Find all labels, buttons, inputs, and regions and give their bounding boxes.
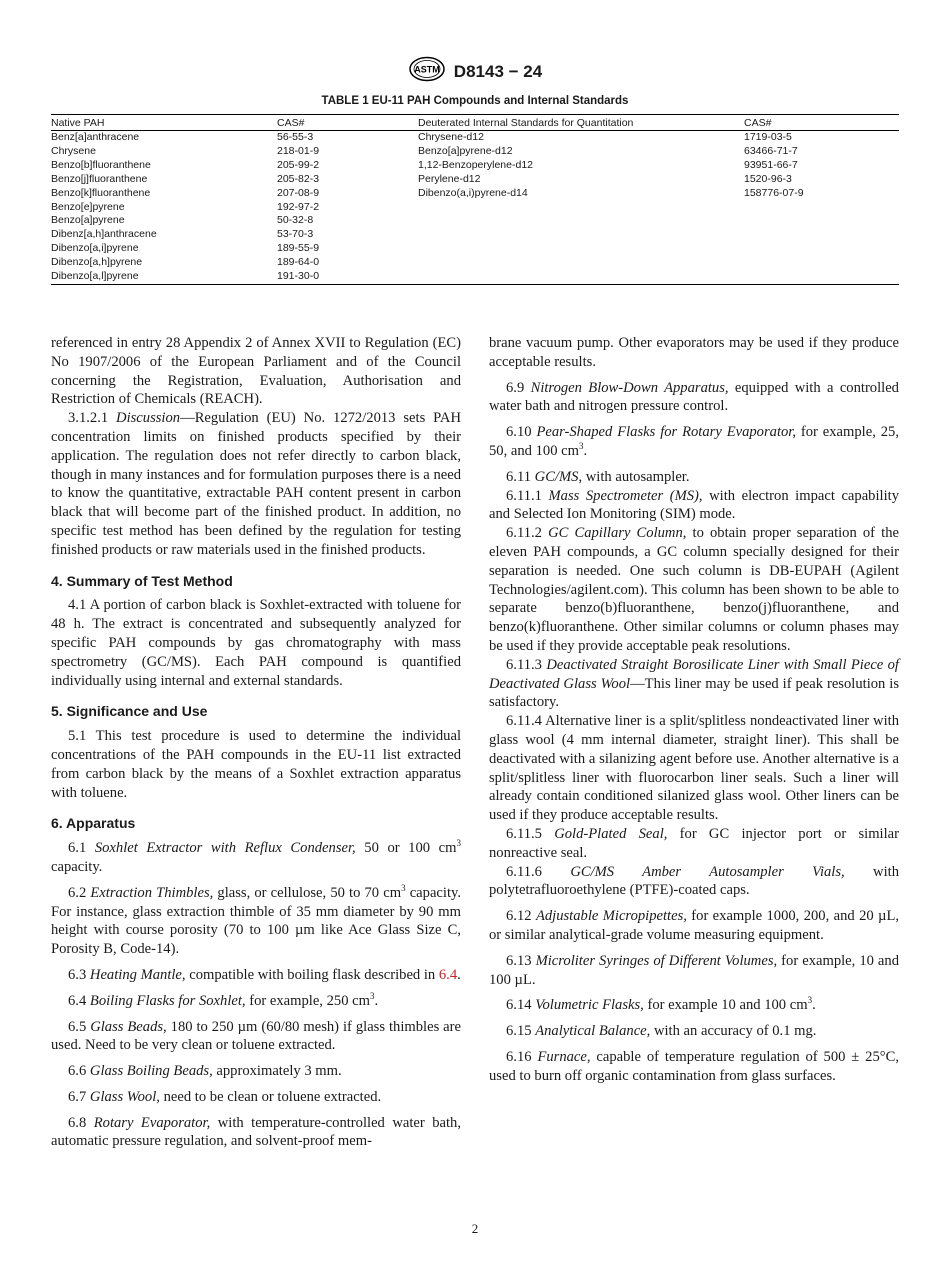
paragraph-6-11-1: 6.11.1 Mass Spectrometer (MS), with electron impact capability and Selected Ion Monitoring (SIM) mode. xyxy=(489,487,899,523)
table-cell: 1520-96-3 xyxy=(744,172,792,185)
section-link[interactable]: 6.4 xyxy=(438,966,458,983)
table-cell: 205-99-2 xyxy=(277,158,320,171)
table-row xyxy=(51,145,899,159)
table-cell: 189-64-0 xyxy=(277,256,320,269)
page-number: 2 xyxy=(471,1221,479,1236)
table-row xyxy=(51,187,899,201)
paragraph-6-1: 6.1 Soxhlet Extractor with Reflux Condenser, 50 or 100 $cm^3$ capacity. xyxy=(51,838,461,875)
page-header xyxy=(0,56,950,87)
section-heading: 6. Apparatus xyxy=(51,815,136,832)
table-cell: 207-08-9 xyxy=(277,186,320,199)
table-cell xyxy=(744,270,899,284)
table-cell: 192-97-2 xyxy=(277,200,320,213)
pah-table xyxy=(51,114,899,285)
paragraph-6-8-continued: brane vacuum pump. Other evaporators may be used if they produce acceptable results. xyxy=(489,335,899,370)
table-header-row xyxy=(51,115,899,131)
table-cell: 218-01-9 xyxy=(277,144,320,157)
logo-text: ASTM xyxy=(414,64,440,75)
table-cell: 158776-07-9 xyxy=(744,186,804,199)
table-cell: Chrysene-d12 xyxy=(418,131,484,143)
paragraph-6-11-2: 6.11.2 GC Capillary Column, to obtain proper separation of the eleven PAH compounds, a GC column specially designed for their separation is needed. One such column is DB-EUPAH (Agilent Technologies/agilent.com). This column has been shown to be able to separate benzo(b)fluoranthene, benzo(j)fluoranthene, and benzo(k)fluoranthene. Other similar columns or column phases may be used if they provide acceptable peak resolutions. xyxy=(489,525,899,654)
column-header: CAS# xyxy=(277,115,418,131)
table-row xyxy=(51,159,899,173)
table-cell xyxy=(418,214,744,228)
table-cell: Benzo[a]pyrene-d12 xyxy=(418,144,513,157)
table-cell: Chrysene xyxy=(51,144,96,157)
paragraph-6-10: 6.10 Pear-Shaped Flasks for Rotary Evaporator, for example, 25, 50, and 100 $cm^3$. xyxy=(489,424,899,459)
table-cell: Benzo[k]fluoranthene xyxy=(51,186,151,199)
paragraph-6-12: 6.12 Adjustable Micropipettes, for example 1000, 200, and 20 µL, or similar analytical-grade volume measuring equipment. xyxy=(489,908,900,943)
table-cell: Dibenzo(a,i)pyrene-d14 xyxy=(418,186,528,199)
table-cell xyxy=(418,270,744,284)
table-cell: Benz[a]anthracene xyxy=(51,131,140,143)
right-column xyxy=(489,334,899,1092)
table-row xyxy=(51,173,899,187)
table-cell: 93951-66-7 xyxy=(744,158,798,171)
table-cell: 191-30-0 xyxy=(277,270,320,283)
table-body xyxy=(51,131,899,285)
table-row xyxy=(51,201,899,215)
astm-logo xyxy=(408,56,446,87)
table-cell xyxy=(744,242,899,256)
paragraph-3-1-2-1: 3.1.2.1 Discussion—Regulation (EU) No. 1272/2013 sets PAH concentration limits on finished products specified by their application. The regulation does not refer directly to carbon black, though in many instances and for formulation purposes there is a need to know the quantitative, extractable PAH content present in carbon black that will become part of the finished product. In addition, no specific test method has been defined by the regulation for testing finished products or raw materials used in the finished products. xyxy=(51,410,461,558)
table-cell xyxy=(744,256,899,270)
section-heading: 5. Significance and Use xyxy=(51,703,208,720)
table-row xyxy=(51,256,899,270)
paragraph-6-5: 6.5 Glass Beads, 180 to 250 µm (60/80 mesh) if glass thimbles are used. Need to be very clean or toluene extracted. xyxy=(51,1018,462,1054)
section-heading: 4. Summary of Test Method xyxy=(51,572,233,589)
paragraph-6-11: 6.11 GC/MS, with autosampler. xyxy=(506,468,690,485)
table-cell xyxy=(744,228,899,242)
paragraph-6-16: 6.16 Furnace, capable of temperature regulation of 500 ± 25°C, used to burn off organic contamination from glass surfaces. xyxy=(489,1048,899,1084)
table-row xyxy=(51,228,899,242)
table-cell xyxy=(744,214,899,228)
table-cell: Perylene-d12 xyxy=(418,172,481,185)
paragraph-6-11-5: 6.11.5 Gold-Plated Seal, for GC injector port or similar nonreactive seal. xyxy=(489,825,899,861)
paragraph-6-11-4: 6.11.4 Alternative liner is a split/splitless nondeactivated liner with glass wool (4 mm internal diameter, straight liner). This shall be deactivated with a silanizing agent before use. Another alternative is a split/splitless liner with fluorocarbon liner seals. Such a liner will already contain conditioned silanized glass wool. Other liners can be used if they produce acceptable results. xyxy=(489,713,899,824)
column-header: CAS# xyxy=(744,115,899,131)
table-cell: 1719-03-5 xyxy=(744,131,792,143)
paragraph-6-15: 6.15 Analytical Balance, with an accuracy of 0.1 mg. xyxy=(506,1023,817,1040)
table-cell: 189-55-9 xyxy=(277,242,320,255)
paragraph: referenced in entry 28 Appendix 2 of Annex XVII to Regulation (EC) No 1907/2006 of the European Parliament and of the Council concerning the Registration, Evaluation, Authorisation and Restriction of Chemicals (REACH). xyxy=(51,335,461,408)
table-cell: 50-32-8 xyxy=(277,214,314,227)
table-cell xyxy=(418,242,744,256)
table-cell: Dibenz[a,h]anthracene xyxy=(51,228,157,241)
table-cell: 56-55-3 xyxy=(277,131,314,143)
paragraph-6-14: 6.14 Volumetric Flasks, for example 10 and 100 $cm^3$. xyxy=(506,995,816,1014)
paragraph-6-6: 6.6 Glass Boiling Beads, approximately 3 mm. xyxy=(68,1063,342,1080)
paragraph-6-4: 6.4 Boiling Flasks for Soxhlet, for example, 250 $cm^3$. xyxy=(68,990,379,1009)
paragraph-6-11-6: 6.11.6 GC/MS Amber Autosampler Vials, with polytetrafluoroethylene (PTFE)-coated caps. xyxy=(489,863,900,899)
table-cell: Benzo[a]pyrene xyxy=(51,214,125,227)
paragraph-6-9: 6.9 Nitrogen Blow-Down Apparatus, equipped with a controlled water bath and nitrogen pressure control. xyxy=(489,379,899,415)
paragraph-6-2: 6.2 Extraction Thimbles, glass, or cellulose, 50 to 70 $cm^3$ capacity. For instance, glass extraction thimble of 35 mm diameter by 90 mm height with course porosity (70 to 100 µm like Ace Glass Size C, Porosity B, Code-14). xyxy=(51,882,462,958)
table-cell xyxy=(418,256,744,270)
table-cell xyxy=(418,201,744,215)
table-cell xyxy=(418,228,744,242)
table-row xyxy=(51,270,899,284)
table-row xyxy=(51,242,899,256)
table-row xyxy=(51,131,899,145)
table-cell: 205-82-3 xyxy=(277,172,320,185)
paragraph-5-1: 5.1 This test procedure is used to determine the individual concentrations of the PAH compounds in the EU-11 list extracted from carbon black by the means of a Soxhlet extraction apparatus with toluene. xyxy=(51,728,461,801)
paragraph-4-1: 4.1 A portion of carbon black is Soxhlet-extracted with toluene for 48 h. The extract is concentrated and subsequently analyzed for specific PAH compounds by gas chromatography with mass spectrometry (GC/MS). Each PAH compound is quantified individually using internal and external standards. xyxy=(51,597,461,689)
document-id: D8143 − 24 xyxy=(453,61,543,81)
table-row xyxy=(51,214,899,228)
left-column xyxy=(51,334,461,1158)
paragraph-6-11-3: 6.11.3 Deactivated Straight Borosilicate Liner with Small Piece of Deactivated Glass Wool—This liner may be used if peak resolution is satisfactory. xyxy=(489,656,900,711)
paragraph-6-3: 6.3 Heating Mantle, compatible with boiling flask described in 6.4. xyxy=(68,966,461,983)
table-cell: 1,12-Benzoperylene-d12 xyxy=(418,158,533,171)
paragraph-6-7: 6.7 Glass Wool, need to be clean or toluene extracted. xyxy=(68,1088,382,1105)
table-title: TABLE 1 EU-11 PAH Compounds and Internal Standards xyxy=(321,95,629,107)
table-cell xyxy=(744,201,899,215)
table-cell: 53-70-3 xyxy=(277,228,314,241)
table-cell: Dibenzo[a,l]pyrene xyxy=(51,270,139,283)
table-cell: Dibenzo[a,i]pyrene xyxy=(51,242,139,255)
paragraph-6-8: 6.8 Rotary Evaporator, with temperature-controlled water bath, automatic pressure regulation, and solvent-proof mem- xyxy=(51,1114,461,1150)
table-cell: Benzo[b]fluoranthene xyxy=(51,158,151,171)
column-header: Deuterated Internal Standards for Quantitation xyxy=(418,115,744,131)
paragraph-6-13: 6.13 Microliter Syringes of Different Volumes, for example, 10 and 100 µL. xyxy=(489,952,899,988)
table-cell: 63466-71-7 xyxy=(744,144,798,157)
column-header: Native PAH xyxy=(51,115,277,131)
table-cell: Dibenzo[a,h]pyrene xyxy=(51,256,143,269)
table-cell: Benzo[e]pyrene xyxy=(51,200,125,213)
table-cell: Benzo[j]fluoranthene xyxy=(51,172,148,185)
